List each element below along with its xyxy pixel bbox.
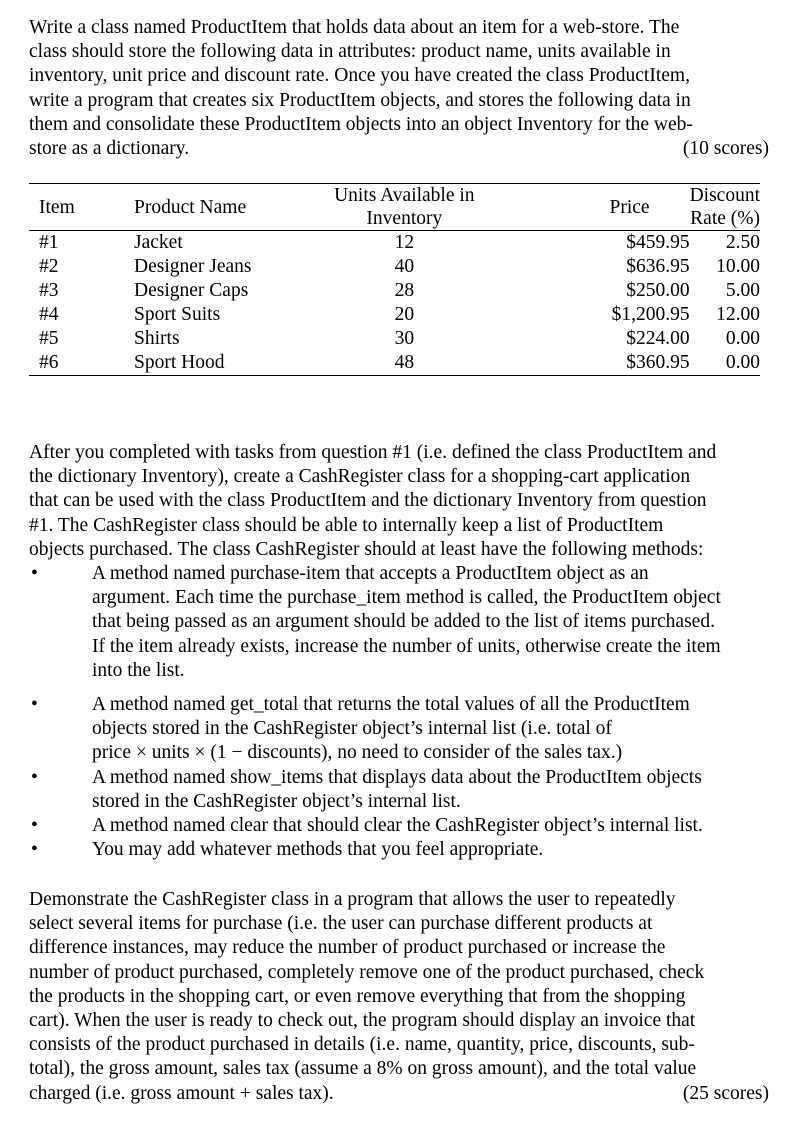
q3-last-row [29, 1082, 769, 1106]
q1-line: write a program that creates six ProductItem objects, and stores the following data in [29, 89, 691, 111]
cell-item: #5 [39, 328, 59, 349]
cell-discount: 12.00 [716, 304, 760, 325]
list-item [29, 562, 769, 683]
cell-item: #4 [39, 304, 59, 325]
q2-line: After you completed with tasks from question #1 (i.e. defined the class ProductItem and [29, 442, 717, 463]
cell-units: 28 [394, 280, 415, 301]
header-item: Item [39, 196, 75, 218]
header-price: Price [609, 196, 650, 218]
cell-price: $1,200.95 [611, 304, 690, 325]
bullet: • [31, 563, 38, 585]
list-item [29, 693, 769, 766]
q2-line: that can be used with the class ProductItem and the dictionary Inventory from question [29, 490, 707, 512]
cell-item: #2 [39, 256, 59, 277]
header-discount-line1: Discount [689, 185, 760, 206]
method-line: A method named show_items that displays data about the ProductItem objects [92, 766, 702, 788]
q1-line: Write a class named ProductItem that holds data about an item for a web-store. The [29, 17, 680, 38]
cell-discount: 5.00 [725, 280, 760, 301]
bullet: • [31, 839, 38, 861]
header-units-line1: Units Available in [334, 185, 475, 206]
q3-line: total), the gross amount, sales tax (assume a 8% on gross amount), and the total value [29, 1058, 697, 1080]
cell-item: #1 [39, 232, 59, 253]
q2-line: #1. The CashRegister class should be able to internally keep a list of ProductItem [29, 514, 664, 536]
q3-line: difference instances, may reduce the number of product purchased or increase the [29, 937, 666, 959]
methods-list [29, 562, 769, 862]
question-3 [29, 888, 769, 1106]
table-row [29, 279, 760, 303]
q3-line: number of product purchased, completely remove one of the product purchased, check [29, 961, 705, 983]
q3-line: select several items for purchase (i.e. the user can purchase different products at [29, 913, 653, 935]
cell-price: $360.95 [626, 352, 690, 373]
cell-units: 20 [394, 304, 415, 325]
cell-name: Shirts [134, 328, 180, 349]
method-line: stored in the CashRegister object’s internal list. [92, 790, 461, 812]
cell-name: Designer Caps [134, 280, 249, 301]
cell-price: $250.00 [626, 280, 690, 301]
method-line: A method named clear that should clear the CashRegister object’s internal list. [92, 815, 703, 837]
header-units-line2: Inventory [366, 208, 443, 229]
q3-line: consists of the product purchased in details (i.e. name, quantity, price, discounts, sub- [29, 1034, 695, 1056]
question-2 [29, 441, 769, 862]
cell-discount: 0.00 [725, 352, 760, 373]
inventory-table [29, 183, 760, 376]
method-line: objects stored in the CashRegister object’s internal list (i.e. total of [92, 718, 612, 740]
bullet: • [31, 694, 38, 716]
method-line: price × units × (1 − discounts), no need to consider of the sales tax.) [92, 742, 623, 764]
q1-line: class should store the following data in attributes: product name, units available in [29, 41, 671, 63]
cell-units: 48 [394, 352, 415, 373]
table-row [29, 231, 760, 256]
table-row [29, 351, 760, 376]
bullet: • [31, 815, 38, 837]
q3-line: cart). When the user is ready to check out, the program should display an invoice that [29, 1010, 696, 1032]
q1-last-row [29, 137, 769, 161]
method-line: A method named get_total that returns the total values of all the ProductItem [92, 694, 690, 716]
bullet: • [31, 766, 38, 788]
cell-name: Sport Hood [134, 352, 225, 373]
q2-line: the dictionary Inventory), create a CashRegister class for a shopping-cart application [29, 466, 691, 488]
header-discount-line2: Rate (%) [690, 208, 760, 229]
cell-name: Designer Jeans [134, 256, 252, 277]
cell-discount: 10.00 [716, 256, 760, 277]
q2-line: objects purchased. The class CashRegister should at least have the following methods: [29, 538, 704, 560]
method-line: A method named purchase-item that accepts a ProductItem object as an [92, 563, 649, 585]
cell-item: #3 [39, 280, 59, 301]
q3-line: Demonstrate the CashRegister class in a program that allows the user to repeatedly [29, 889, 676, 910]
q3-line: the products in the shopping cart, or even remove everything that from the shopping [29, 985, 686, 1007]
method-line: If the item already exists, increase the number of units, otherwise create the item [92, 635, 721, 657]
list-item [29, 766, 769, 814]
q1-line: them and consolidate these ProductItem objects into an object Inventory for the web- [29, 113, 693, 135]
cell-price: $459.95 [626, 232, 690, 253]
list-item [29, 838, 769, 862]
cell-price: $224.00 [626, 328, 690, 349]
table-row [29, 255, 760, 279]
q1-score: (10 scores) [682, 138, 769, 160]
q3-score: (25 scores) [682, 1082, 769, 1104]
cell-item: #6 [39, 352, 59, 373]
cell-price: $636.95 [626, 256, 690, 277]
table-header-row [29, 184, 760, 231]
cell-units: 12 [394, 232, 415, 253]
cell-units: 40 [394, 256, 415, 277]
method-line: You may add whatever methods that you feel appropriate. [92, 839, 544, 861]
table-row [29, 303, 760, 327]
cell-units: 30 [394, 328, 415, 349]
q1-line: inventory, unit price and discount rate. Once you have created the class ProductItem, [29, 65, 690, 87]
question-1 [29, 16, 769, 161]
header-discount [690, 184, 760, 231]
cell-discount: 2.50 [725, 232, 760, 253]
method-line: into the list. [92, 659, 185, 681]
header-units [322, 184, 487, 231]
cell-name: Jacket [134, 232, 183, 253]
header-product-name: Product Name [134, 196, 247, 218]
q3-line: charged (i.e. gross amount + sales tax). [29, 1082, 334, 1104]
list-item [29, 814, 769, 838]
q1-line: store as a dictionary. [29, 138, 190, 160]
cell-name: Sport Suits [134, 304, 221, 325]
table-row [29, 327, 760, 351]
list-gap [29, 683, 769, 693]
method-line: that being passed as an argument should be added to the list of items purchased. [92, 611, 715, 633]
cell-discount: 0.00 [725, 328, 760, 349]
method-line: argument. Each time the purchase_item method is called, the ProductItem object [92, 587, 721, 609]
